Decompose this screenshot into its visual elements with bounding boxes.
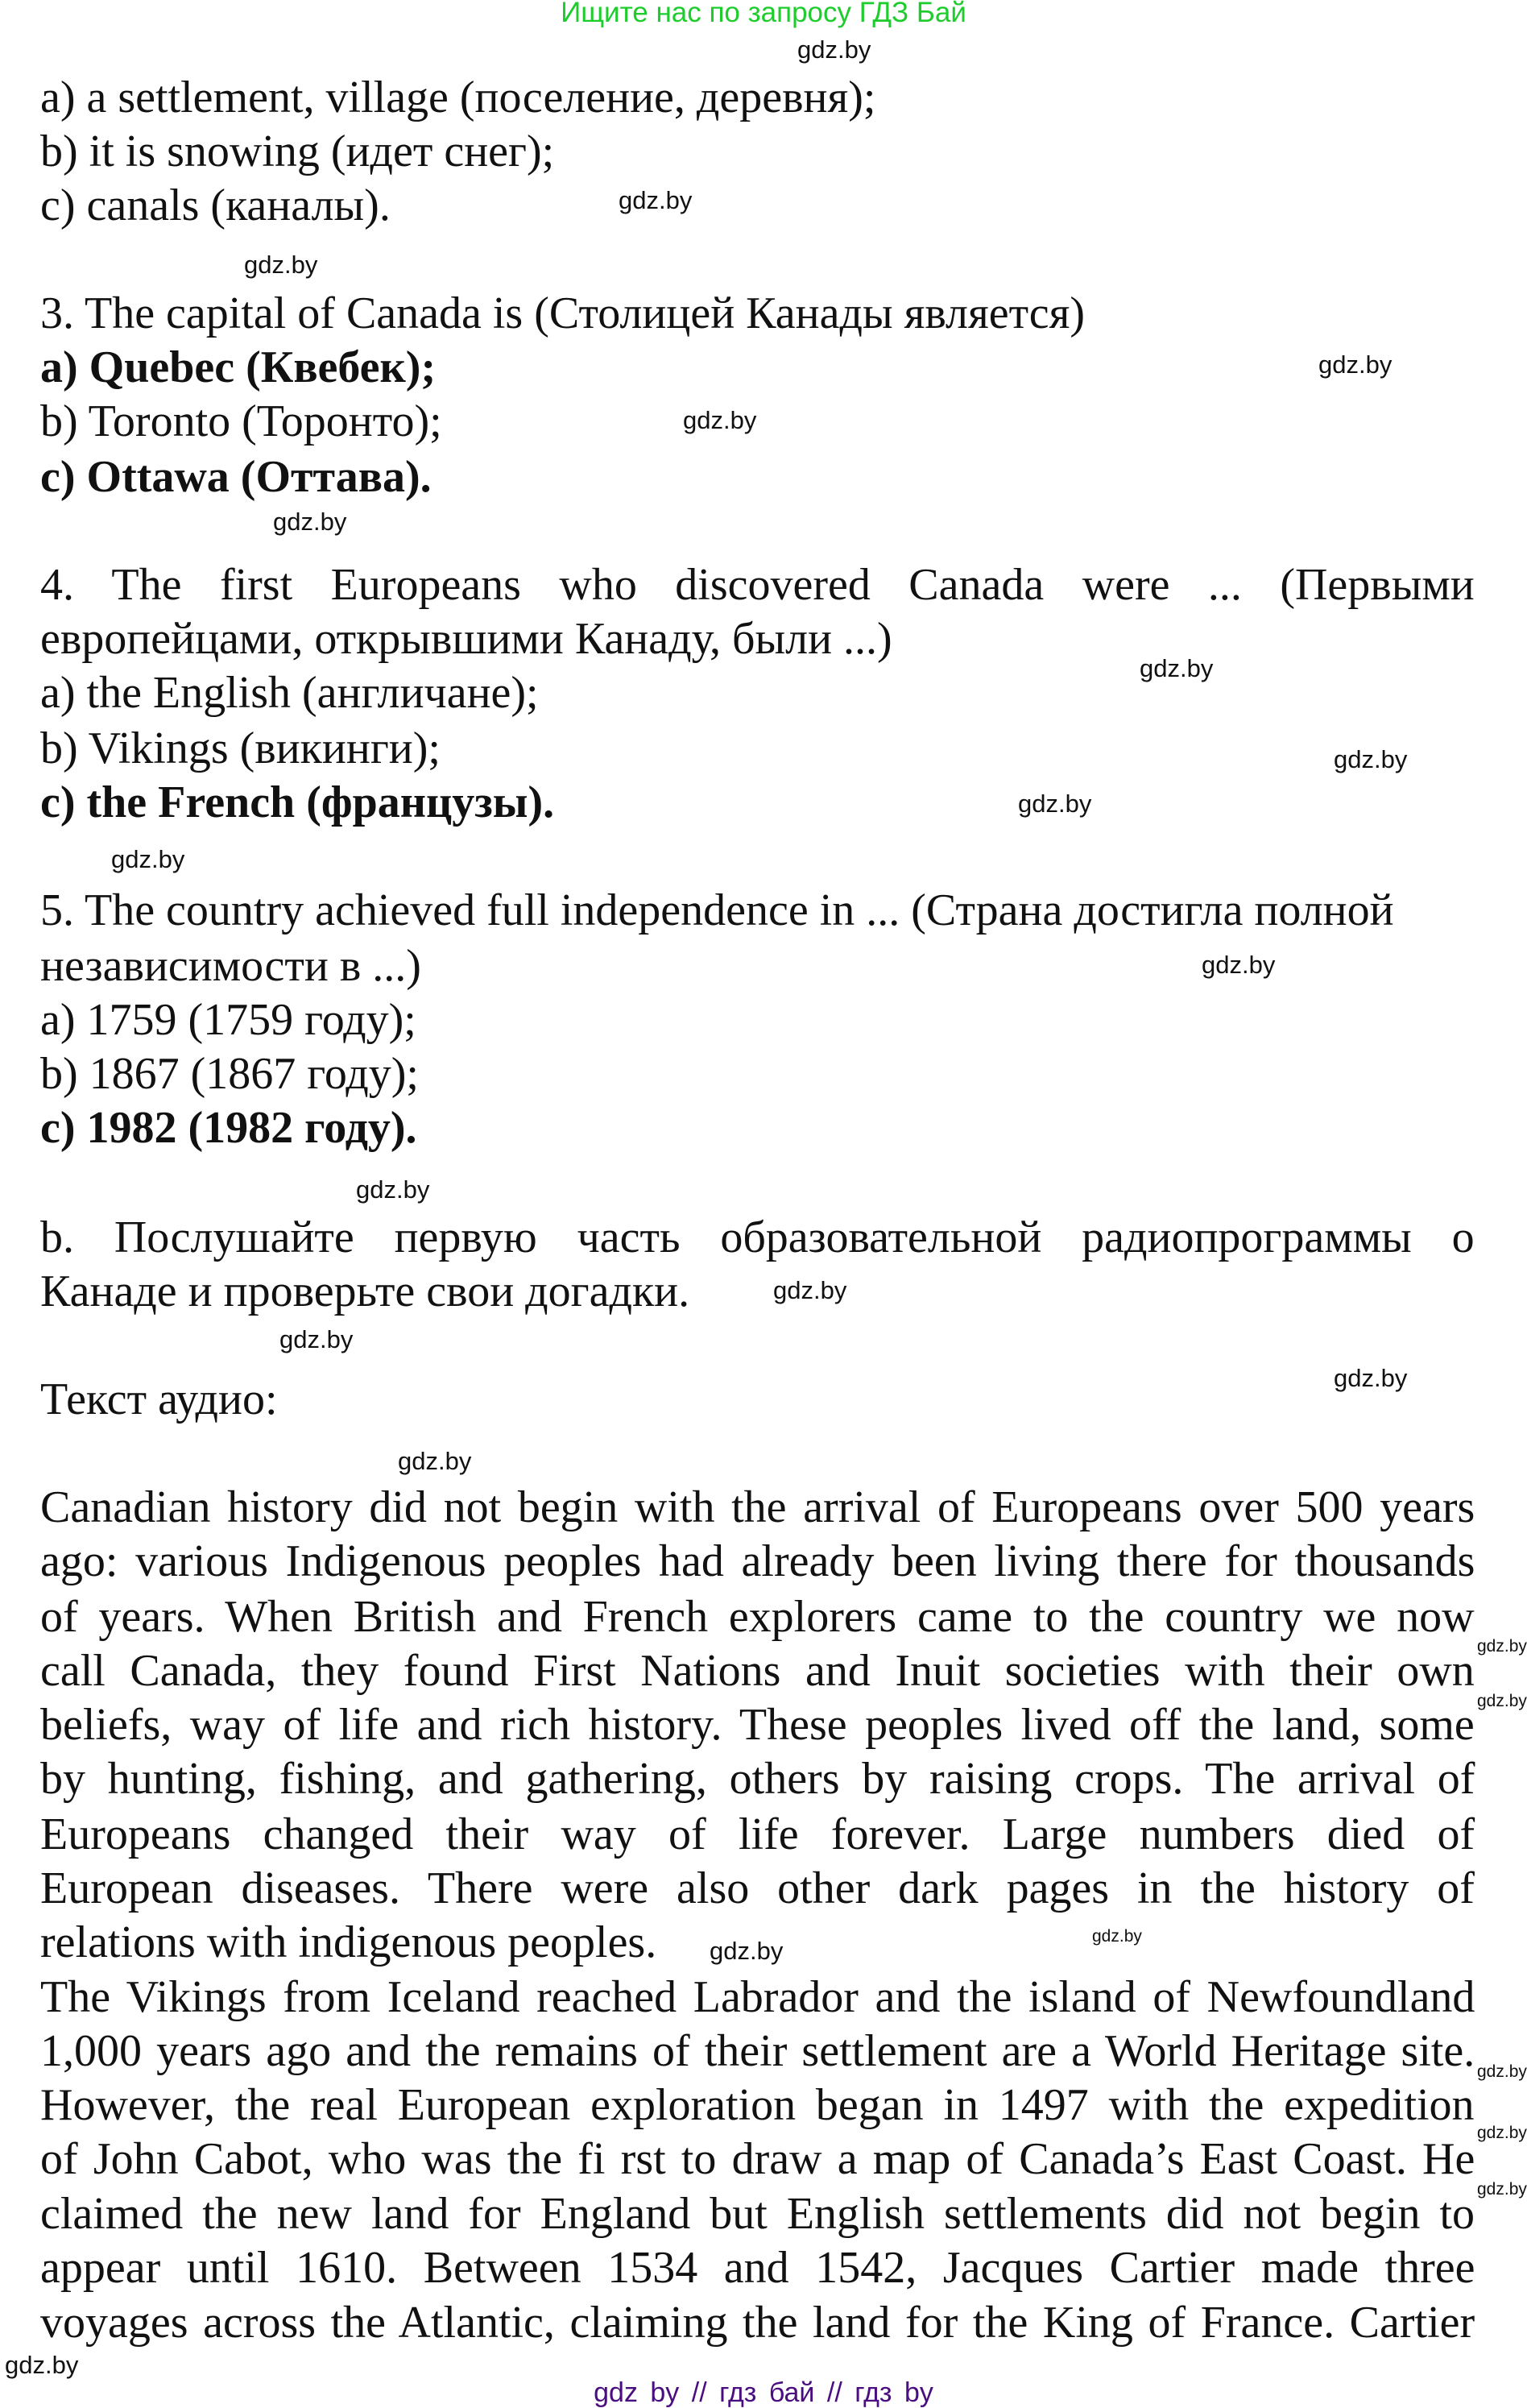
watermark: gdz.by [398,1447,472,1475]
watermark: gdz.by [1477,1692,1527,1710]
audio-line: ago: various Indigenous peoples had already been living there for thousands [40,1536,1475,1586]
watermark: gdz.by [1140,654,1214,682]
watermark: gdz.by [1318,350,1393,379]
q4-question-line2: европейцами, открывшими Канаду, были ...) [40,614,892,664]
q5-option-a: a) 1759 (1759 году); [40,995,416,1045]
q5-question-line2: независимости в ...) [40,941,421,991]
watermark: gdz.by [356,1175,430,1204]
audio-line: claimed the new land for England but English settlements did not begin to [40,2189,1475,2239]
audio-line: of John Cabot, who was the fi rst to draw a map of Canada’s East Coast. He [40,2134,1475,2184]
header-banner: Ищите нас по запросу ГДЗ Бай [561,0,966,28]
audio-line: of years. When British and French explorers came to the country we now [40,1592,1475,1642]
task-b-line2: Канаде и проверьте свои догадки. [40,1266,690,1316]
q4-option-c: c) the French (французы). [40,777,555,827]
watermark: gdz.by [1334,745,1408,773]
q3-option-a: a) Quebec (Квебек); [40,342,437,392]
watermark: gdz.by [1477,2124,1527,2142]
audio-line: by hunting, fishing, and gathering, others by raising crops. The arrival of [40,1754,1475,1804]
audio-line: Canadian history did not begin with the arrival of Europeans over 500 years [40,1482,1475,1532]
task-b-line1: b. Послушайте первую часть образовательной радиопрограммы о [40,1212,1475,1262]
watermark: gdz.by [1018,790,1092,818]
audio-line: 1,000 years ago and the remains of their settlement are a World Heritage site. [40,2026,1475,2076]
q2-option-c: c) canals (каналы). [40,180,391,230]
audio-line: call Canada, they found First Nations and Inuit societies with their own [40,1646,1475,1696]
watermark: gdz.by [1334,1364,1408,1392]
watermark: gdz.by [244,251,318,279]
audio-line: Europeans changed their way of life forever. Large numbers died of [40,1809,1475,1859]
q2-option-a: a) a settlement, village (поселение, деревня); [40,73,876,122]
watermark: gdz.by [273,508,347,536]
q2-option-b: b) it is snowing (идет снег); [40,126,555,176]
watermark: gdz.by [1477,1637,1527,1656]
q3-option-b: b) Toronto (Торонто); [40,396,442,446]
watermark: gdz.by [111,845,185,873]
watermark: gdz.by [279,1325,354,1353]
audio-line: However, the real European exploration began in 1497 with the expedition [40,2080,1475,2130]
watermark: gdz.by [619,186,693,214]
watermark: gdz.by [797,35,871,64]
audio-line: relations with indigenous peoples. [40,1917,657,1967]
watermark: gdz.by [1092,1927,1142,1946]
watermark: gdz.by [683,406,757,434]
watermark: gdz.by [1202,951,1276,979]
watermark: gdz.by [1477,2180,1527,2199]
q3-question: 3. The capital of Canada is (Столицей Канады является) [40,288,1086,338]
audio-line: The Vikings from Iceland reached Labrador and the island of Newfoundland [40,1972,1475,2022]
audio-line: voyages across the Atlantic, claiming the land for the King of France. Cartier [40,2298,1475,2348]
audio-heading: Текст аудио: [40,1374,278,1424]
watermark: gdz.by [5,2351,79,2379]
q4-question-line1: 4. The first Europeans who discovered Canada were ... (Первыми [40,560,1475,610]
watermark: gdz.by [773,1276,847,1304]
footer-banner: gdz by // гдз бай // гдз by [594,2377,933,2408]
watermark: gdz.by [1477,2062,1527,2081]
q4-option-a: a) the English (англичане); [40,668,539,718]
audio-line: appear until 1610. Between 1534 and 1542, Jacques Cartier made three [40,2243,1475,2293]
q3-option-c: c) Ottawa (Оттава). [40,452,432,502]
audio-line: European diseases. There were also other dark pages in the history of [40,1863,1475,1913]
q5-question-line1: 5. The country achieved full independence in ... (Страна достигла полной [40,885,1394,935]
q4-option-b: b) Vikings (викинги); [40,723,441,773]
audio-line: beliefs, way of life and rich history. These peoples lived off the land, some [40,1700,1475,1750]
watermark: gdz.by [710,1937,784,1965]
q5-option-c: c) 1982 (1982 году). [40,1103,417,1153]
q5-option-b: b) 1867 (1867 году); [40,1049,419,1099]
